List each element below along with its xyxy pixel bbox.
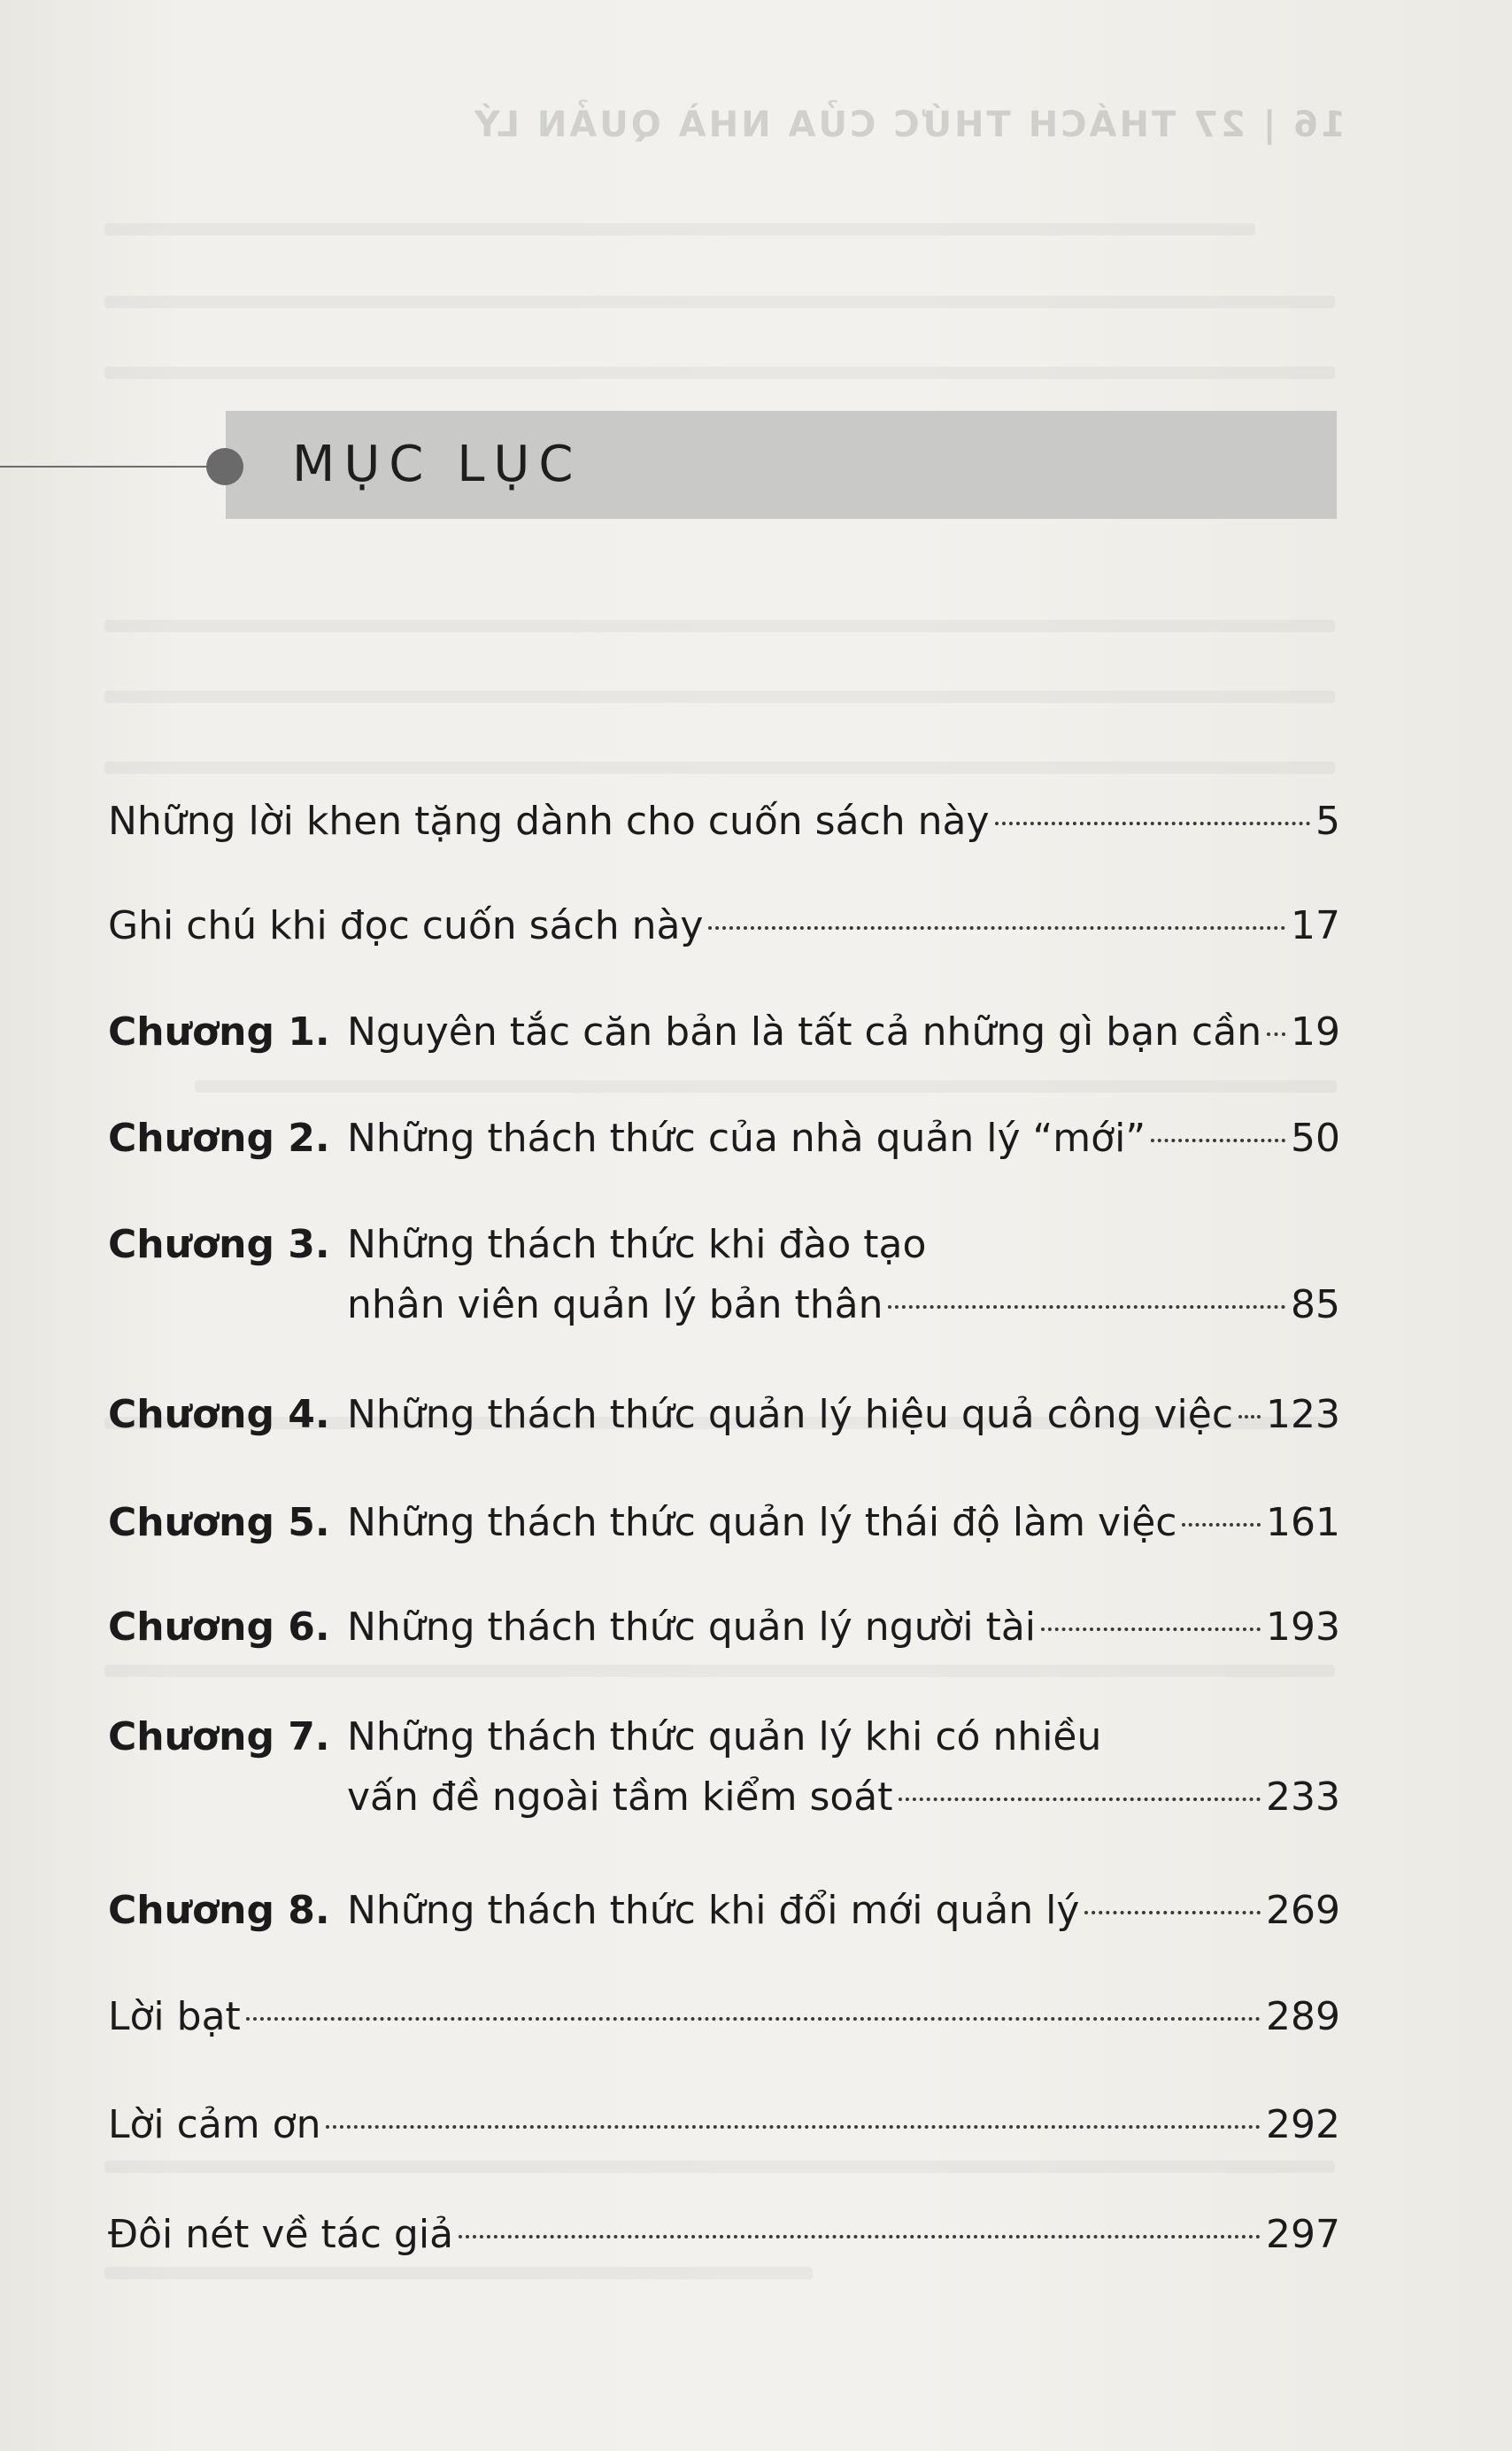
dot-leader (1267, 1032, 1285, 1036)
toc-entry-page: 269 (1266, 1888, 1340, 1933)
bleed-through-line (104, 762, 1335, 774)
toc-entry[interactable] (108, 1884, 1340, 1937)
toc-entry[interactable] (108, 1991, 1340, 2044)
toc-entry-page: 193 (1266, 1604, 1340, 1650)
toc-entry-title: Lời cảm ơn (108, 2102, 321, 2147)
bleed-through-line (104, 2267, 813, 2279)
toc-entry-page: 289 (1266, 1994, 1340, 2039)
bleed-through-line (195, 1080, 1337, 1093)
toc-entry[interactable] (108, 1218, 1340, 1332)
toc-entry-title: vấn đề ngoài tầm kiểm soát (347, 1774, 893, 1820)
bleed-through-line (104, 620, 1335, 632)
toc-entry-title: Những thách thức của nhà quản lý “mới” (347, 1116, 1146, 1161)
toc-entry-title-line1: Những thách thức khi đào tạo (347, 1222, 927, 1267)
toc-entry-page: 123 (1266, 1392, 1340, 1437)
toc-entry-page: 292 (1266, 2102, 1340, 2147)
toc-entry-page: 19 (1291, 1009, 1340, 1055)
toc-entry-page: 161 (1266, 1500, 1340, 1545)
toc-entry-page: 5 (1315, 799, 1340, 844)
toc-entry-title: Những lời khen tặng dành cho cuốn sách này (108, 799, 990, 844)
dot-leader (888, 1305, 1285, 1309)
dot-leader (708, 926, 1285, 930)
toc-entry[interactable] (108, 2099, 1340, 2152)
dot-leader (326, 2125, 1261, 2129)
chapter-label: Chương 6. (108, 1604, 330, 1650)
toc-entry-page: 85 (1291, 1282, 1340, 1327)
header-rule-line (0, 466, 223, 468)
bleed-through-line (104, 367, 1335, 379)
toc-entry-title: Đôi nét về tác giả (108, 2212, 454, 2257)
chapter-label: Chương 4. (108, 1392, 330, 1437)
toc-entry-title: Nguyên tắc căn bản là tất cả những gì bạn cần (347, 1009, 1262, 1055)
dot-leader (1182, 1523, 1261, 1527)
toc-entry-page: 17 (1291, 903, 1340, 948)
bleed-through-line (104, 223, 1255, 236)
toc-entry-page: 233 (1266, 1774, 1340, 1820)
chapter-label: Chương 3. (108, 1222, 330, 1267)
chapter-label: Chương 1. (108, 1009, 330, 1055)
dot-leader (899, 1798, 1261, 1801)
dot-leader (1151, 1139, 1285, 1142)
toc-entry-title: nhân viên quản lý bản thân (347, 1282, 883, 1327)
toc-entry[interactable] (108, 1711, 1340, 1824)
toc-entry-page: 297 (1266, 2212, 1340, 2257)
toc-entry-title: Những thách thức quản lý người tài (347, 1604, 1037, 1650)
dot-leader (1041, 1628, 1261, 1631)
toc-entry[interactable] (108, 900, 1340, 953)
toc-entry[interactable] (108, 1601, 1340, 1654)
toc-entry[interactable] (108, 2208, 1340, 2262)
chapter-label: Chương 8. (108, 1888, 330, 1933)
chapter-label: Chương 2. (108, 1116, 330, 1161)
toc-entry-title-line1: Những thách thức quản lý khi có nhiều (347, 1714, 1102, 1759)
toc-entry[interactable] (108, 1006, 1340, 1059)
bleed-through-line (104, 691, 1335, 703)
toc-entry-page: 50 (1291, 1116, 1340, 1161)
toc-entry[interactable] (108, 795, 1340, 848)
toc-entry-title: Những thách thức quản lý thái độ làm việc (347, 1500, 1177, 1545)
toc-title: MỤC LỤC (292, 436, 582, 493)
bleed-through-line (104, 2161, 1335, 2173)
toc-entry-title: Lời bạt (108, 1994, 241, 2039)
toc-entry[interactable] (108, 1388, 1340, 1442)
toc-entry-title: Ghi chú khi đọc cuốn sách này (108, 903, 704, 948)
toc-entry-title: Những thách thức khi đổi mới quản lý (347, 1888, 1080, 1933)
bullet-dot-icon (206, 448, 243, 485)
dot-leader (246, 2017, 1261, 2021)
toc-entry[interactable] (108, 1496, 1340, 1550)
dot-leader (1238, 1415, 1261, 1419)
bleed-through-line (104, 296, 1335, 308)
dot-leader (1084, 1911, 1261, 1914)
chapter-label: Chương 7. (108, 1714, 330, 1759)
bleed-through-line (104, 1665, 1335, 1677)
dot-leader (995, 822, 1310, 825)
toc-entry[interactable] (108, 1112, 1340, 1165)
bleed-through-header: 16 | 27 THÁCH THỨC CỦA NHÀ QUẢN LÝ (471, 104, 1346, 145)
toc-entry-title: Những thách thức quản lý hiệu quả công việc (347, 1392, 1234, 1437)
dot-leader (459, 2235, 1261, 2238)
chapter-label: Chương 5. (108, 1500, 330, 1545)
